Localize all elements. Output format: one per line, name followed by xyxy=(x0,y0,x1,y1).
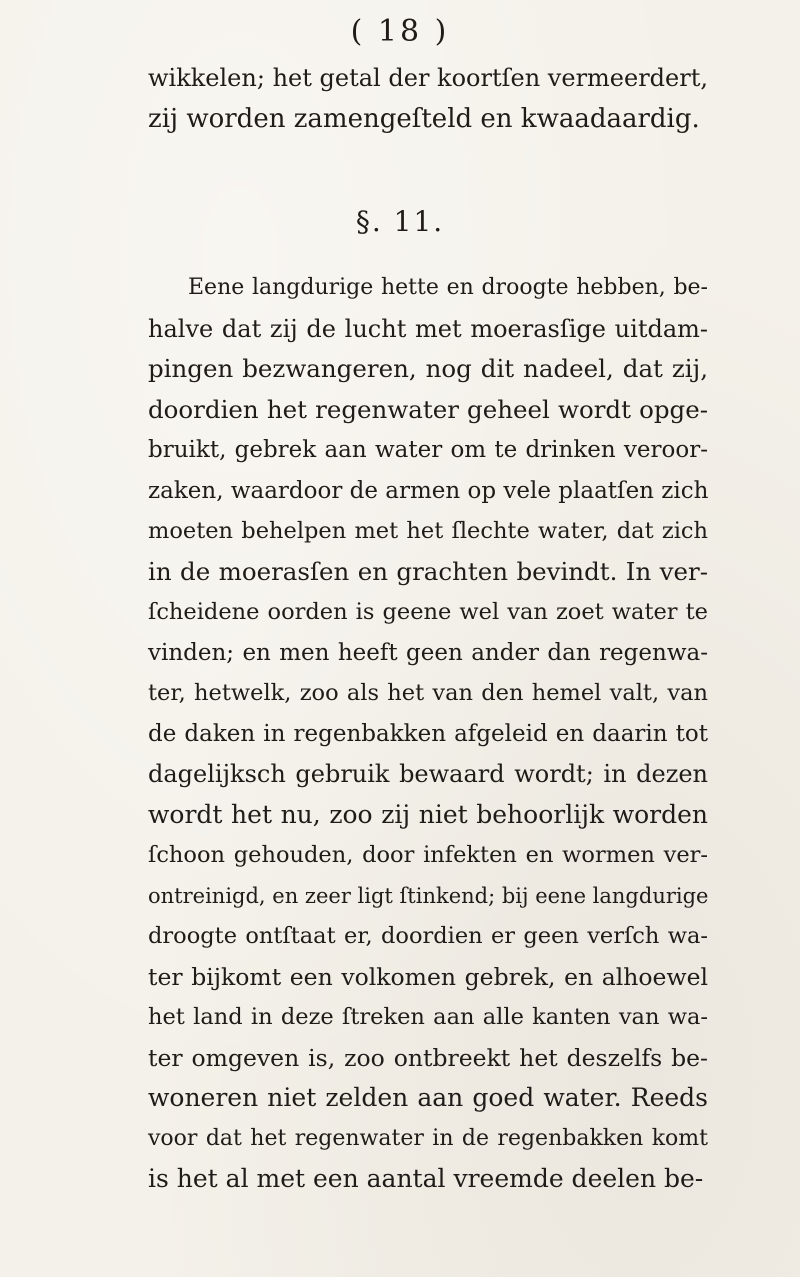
text-line: halve dat zij de lucht met moerasſige uitdam- xyxy=(148,314,708,343)
text-line: Eene langdurige hette en droogte hebben, be- xyxy=(188,275,708,300)
text-line: moeten behelpen met het ſlechte water, dat zich xyxy=(148,518,708,544)
text-line: droogte ontſtaat er, doordien er geen verſch wa- xyxy=(148,923,708,949)
text-line: ſchoon gehouden, door infekten en wormen ver- xyxy=(148,842,708,868)
text-line: ter omgeven is, zoo ontbreekt het deszelfs be- xyxy=(148,1043,708,1072)
text-line: wordt het nu, zoo zij niet behoorlijk worden xyxy=(148,799,708,829)
text-line: pingen bezwangeren, nog dit nadeel, dat zij, xyxy=(148,354,708,383)
text-line: wikkelen; het getal der koortſen vermeerdert, xyxy=(148,64,708,92)
text-line: is het al met een aantal vreemde deelen be- xyxy=(148,1164,704,1193)
text-line: het land in deze ſtreken aan alle kanten van wa- xyxy=(148,1004,708,1030)
text-line: de daken in regenbakken afgeleid en daarin tot xyxy=(148,720,708,747)
text-line: doordien het regenwater geheel wordt opge- xyxy=(148,394,708,424)
text-line: vinden; en men heeft geen ander dan regenwa- xyxy=(148,639,708,666)
text-line: bruikt, gebrek aan water om te drinken veroor- xyxy=(148,437,708,463)
text-line: voor dat het regenwater in de regenbakken komt xyxy=(148,1125,708,1151)
text-line: ontreinigd, en zeer ligt ſtinkend; bij eene langdurige xyxy=(148,883,709,908)
body-paragraph xyxy=(148,268,708,1200)
text-line: in de moerasſen en grachten bevindt. In ver- xyxy=(148,556,708,586)
intro-paragraph xyxy=(148,58,708,139)
text-line: ter, hetwelk, zoo als het van den hemel valt, van xyxy=(148,680,708,706)
text-line: dagelijksch gebruik bewaard wordt; in dezen xyxy=(148,760,708,788)
text-line: zij worden zamengeſteld en kwaadaardig. xyxy=(148,103,700,134)
text-line: ter bijkomt een volkomen gebrek, en alhoewel xyxy=(148,962,708,991)
text-line: ſcheidene oorden is geene wel van zoet water te xyxy=(148,599,708,625)
text-line: woneren niet zelden aan goed water. Reeds xyxy=(148,1083,708,1112)
page-number: ( 18 ) xyxy=(350,14,450,49)
text-line: zaken, waardoor de armen op vele plaatſen zich xyxy=(148,477,709,504)
section-heading: §. 11. xyxy=(355,205,445,238)
